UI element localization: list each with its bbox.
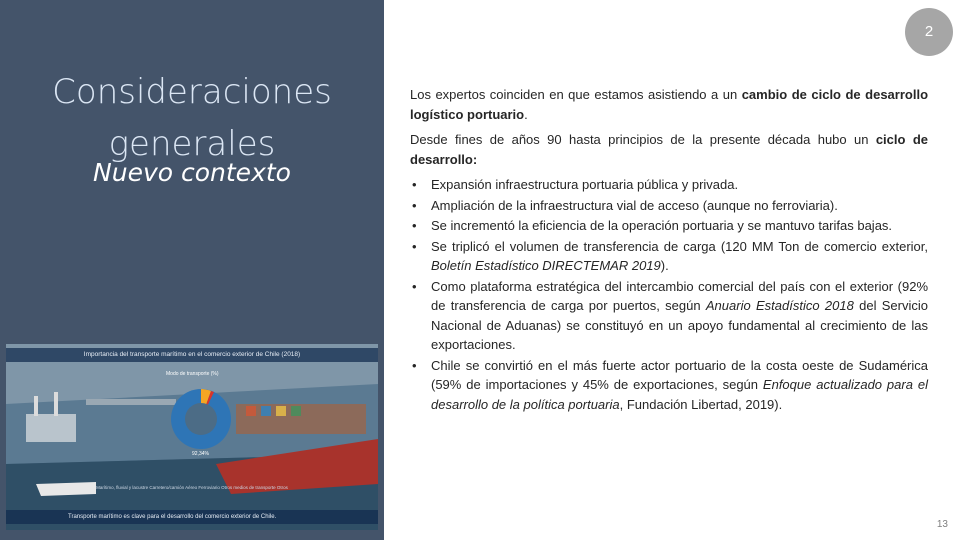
bullet-item (410, 237, 928, 276)
slide-title: Consideraciones generales (52, 72, 332, 164)
bullet-text-end: , Fundación Libertad, 2019). (619, 396, 783, 412)
bullet-text: Se incrementó la eficiencia de la operación portuaria y se mantuvo tarifas bajas. (431, 218, 893, 233)
donut-chart-label: Modo de transporte (%) (166, 371, 219, 377)
infographic-legend: Marítimo, fluvial y lacustre Carretero/camión Aéreo Ferroviario Otros medios de transporte Otros (96, 485, 288, 490)
port-infographic-image (6, 344, 378, 530)
bullet-item (410, 175, 928, 195)
bullet-list (410, 175, 928, 414)
bullet-item (410, 216, 928, 236)
bullet-text: Chile se convirtió en el más fuerte actor portuario de la costa oeste de Sudamérica (59% de importaciones y 45% de exportaciones, según (431, 357, 928, 392)
intro-paragraph-1 (410, 85, 928, 124)
left-panel (0, 0, 384, 540)
slide-subtitle: Nuevo contexto (93, 158, 291, 187)
bullet-text-end: del Servicio Nacional de Aduanas) se constituyó en un apoyo fundamental al crecimiento de las exportaciones. (431, 298, 928, 352)
bullet-item (410, 196, 928, 216)
bullet-citation: Anuario Estadístico 2018 (705, 298, 854, 313)
infographic-banner: Importancia del transporte marítimo en el comercio exterior de Chile (2018) (6, 348, 378, 362)
intro1-end: . (524, 106, 528, 122)
bullet-citation: Boletín Estadístico DIRECTEMAR 2019 (431, 258, 661, 273)
infographic-footer: Transporte marítimo es clave para el desarrollo del comercio exterior de Chile. (6, 510, 378, 524)
bullet-citation: Enfoque actualizado para el desarrollo de la política portuaria (431, 377, 928, 412)
intro1-bold: cambio de ciclo de desarrollo logístico portuario (410, 87, 929, 122)
bullet-text: Como plataforma estratégica del intercambio comercial del país con el exterior (92% de transferencia de carga por puertos, según (431, 278, 928, 313)
intro2-text: Desde fines de años 90 hasta principios de la presente década hubo un (410, 132, 876, 147)
bullet-text: Se triplicó el volumen de transferencia de carga (120 MM Ton de comercio exterior, (431, 238, 928, 254)
section-number-badge: 2 (905, 8, 953, 56)
bullet-text: Expansión infraestructura portuaria pública y privada. (431, 177, 739, 192)
intro1-text: Los expertos coinciden en que estamos asistiendo a un (410, 87, 742, 102)
donut-chart-value: 92,34% (192, 451, 209, 457)
bullet-text-end: ). (660, 258, 669, 273)
intro2-bold: ciclo de desarrollo: (410, 132, 928, 167)
bullet-text: Ampliación de la infraestructura vial de acceso (aunque no ferroviaria). (431, 197, 838, 213)
bullet-item (410, 356, 928, 415)
intro-paragraph-2 (410, 130, 928, 169)
page-number: 13 (936, 519, 948, 530)
bullet-item (410, 277, 928, 355)
slide-body (410, 85, 928, 415)
